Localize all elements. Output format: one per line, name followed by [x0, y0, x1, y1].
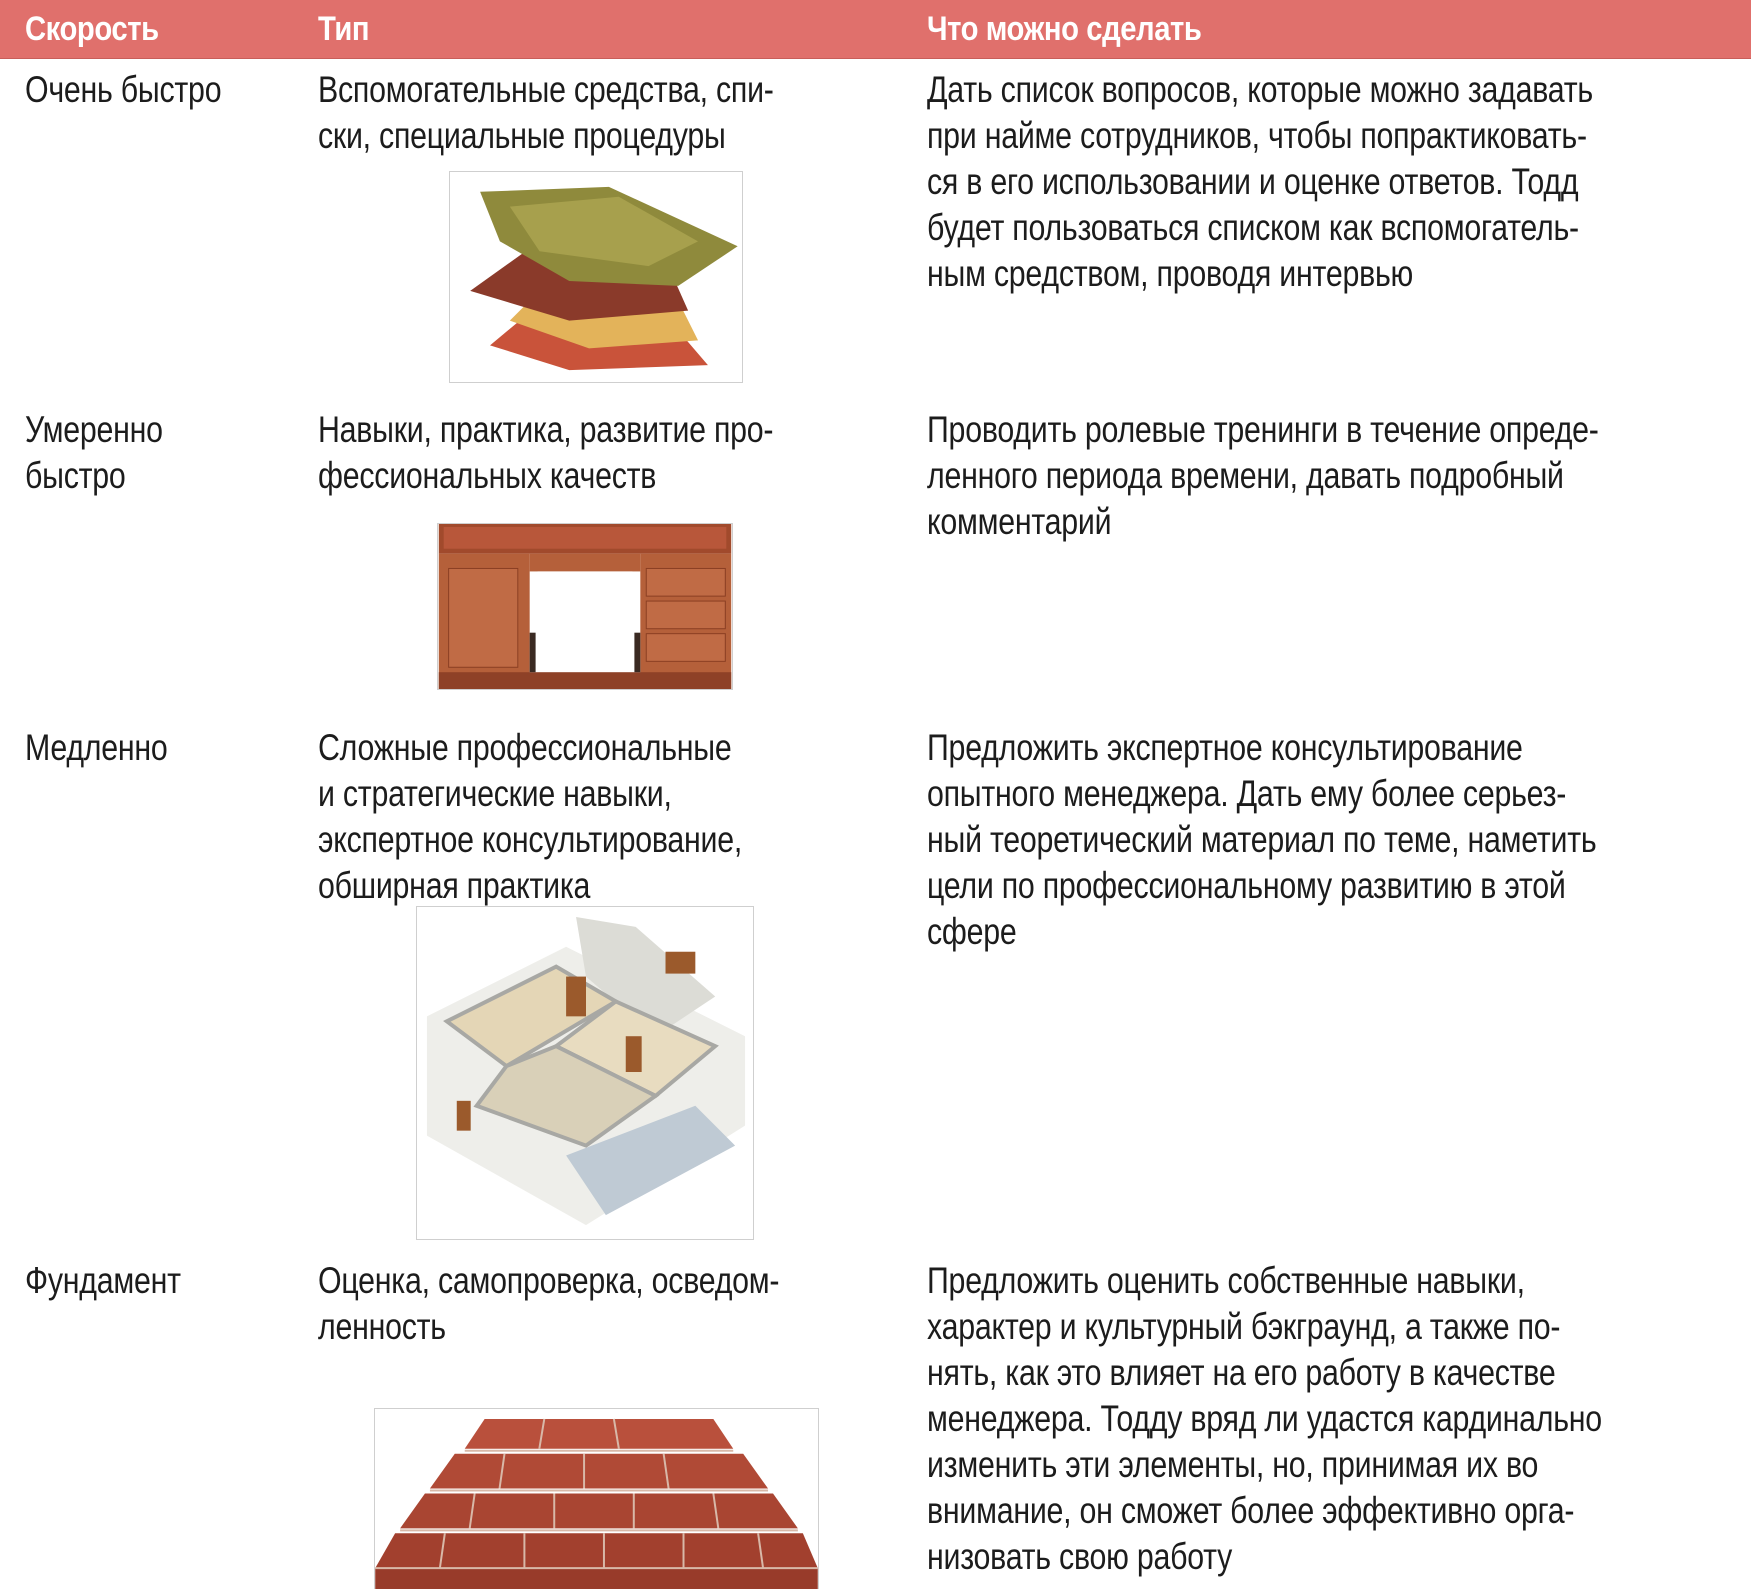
table-header — [0, 0, 1751, 59]
type-cell: Оценка, самопроверка, осведом- ленность — [318, 1260, 780, 1347]
action-cell: Предложить оценить собственные навыки, характер и культурный бэкграунд, а также по- нять, как это влияет на его работу в качестве менеджера. Тодду вряд ли удастся кардинально изменить эти элементы, но, принимая их во внимание, он сможет более эффективно орга- низовать свою работу — [927, 1260, 1602, 1577]
speed-cell: Фундамент — [25, 1260, 181, 1301]
type-cell: Сложные профессиональные и стратегические навыки, экспертное консультирование, обширная практика — [318, 727, 743, 906]
header-type: Тип — [318, 10, 370, 48]
action-cell: Проводить ролевые тренинги в течение опреде- ленного периода времени, давать подробный комментарий — [927, 409, 1599, 542]
speed-cell: Медленно — [25, 727, 168, 768]
header-action: Что можно сделать — [927, 10, 1202, 48]
type-cell: Вспомогательные средства, спи- ски, специальные процедуры — [318, 69, 774, 156]
bricks-icon — [374, 1408, 819, 1589]
speed-cell: Умеренно быстро — [25, 409, 163, 496]
header-speed: Скорость — [25, 10, 159, 48]
desk-icon — [437, 523, 733, 690]
action-cell: Дать список вопросов, которые можно задавать при найме сотрудников, чтобы попрактиковать- ся в его использовании и оценке ответов. Тодд будет пользоваться списком как вспомогатель- ным средством, проводя интервью — [927, 69, 1593, 294]
pillows-icon — [449, 171, 743, 383]
action-cell: Предложить экспертное консультирование опытного менеджера. Дать ему более серьез- ный теоретический материал по теме, наметить цели по профессиональному развитию в этой сфере — [927, 727, 1597, 952]
speed-cell: Очень быстро — [25, 69, 222, 110]
type-cell: Навыки, практика, развитие про- фессиональных качеств — [318, 409, 774, 496]
house-plan-icon — [416, 906, 754, 1240]
